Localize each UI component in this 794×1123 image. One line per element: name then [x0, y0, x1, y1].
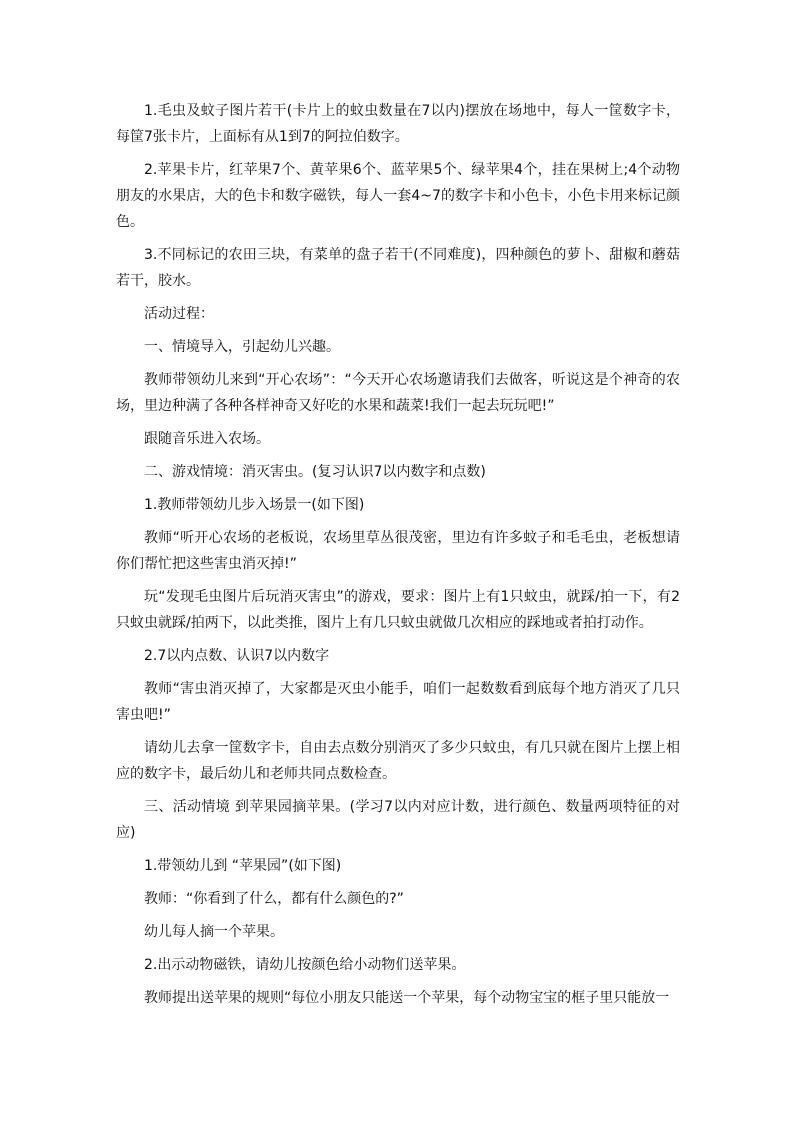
substep-heading: 1.教师带领幼儿步入场景一(如下图) [144, 497, 365, 513]
paragraph: 教师：“你看到了什么，都有什么颜色的?” [144, 891, 404, 907]
step-heading-3: 三、活动情境 到苹果园摘苹果。(学习7以内对应计数，进行颜色、数量两项特征的对应) [116, 799, 680, 841]
substep-heading: 1.带领幼儿到 “苹果园”(如下图) [144, 858, 342, 874]
paragraph: 教师带领幼儿来到“开心农场”：“今天开心农场邀请我们去做客，听说这是个神奇的农场，里边种满了各种各样神奇又好吃的水果和蔬菜!我们一起去玩玩吧!” [116, 372, 680, 414]
document-page [116, 98, 680, 1018]
materials-item-1: 1.毛虫及蚊子图片若干(卡片上的蚊虫数量在7以内)摆放在场地中，每人一筐数字卡，每筐7张卡片，上面标有从1到7的阿拉伯数字。 [116, 103, 680, 145]
step-heading-2: 二、游戏情境：消灭害虫。(复习认识7以内数字和点数) [144, 464, 486, 480]
paragraph: 教师“害虫消灭掉了，大家都是灭虫小能手，咱们一起数数看到底每个地方消灭了几只害虫吧!” [116, 681, 680, 723]
paragraph: 跟随音乐进入农场。 [144, 431, 270, 447]
paragraph: 幼儿每人摘一个苹果。 [144, 924, 284, 940]
paragraph: 教师“听开心农场的老板说，农场里草丛很茂密，里边有许多蚊子和毛毛虫，老板想请你们帮忙把这些害虫消灭掉!” [116, 530, 680, 572]
paragraph: 玩“发现毛虫图片后玩消灭害虫”的游戏，要求：图片上有1只蚊虫，就踩/拍一下，有2只蚊虫就踩/拍两下，以此类推，图片上有几只蚊虫就做几次相应的踩地或者拍打动作。 [116, 589, 680, 631]
paragraph: 请幼儿去拿一筐数字卡，自由去点数分别消灭了多少只蚊虫，有几只就在图片上摆上相应的数字卡，最后幼儿和老师共同点数检查。 [116, 740, 680, 782]
materials-item-3: 3.不同标记的农田三块，有菜单的盘子若干(不同难度)，四种颜色的萝卜、甜椒和蘑菇若干，胶水。 [116, 247, 680, 289]
materials-item-2: 2.苹果卡片，红苹果7个、黄苹果6个、蓝苹果5个、绿苹果4个，挂在果树上;4个动物朋友的水果店，大的色卡和数字磁铁，每人一套4~7的数字卡和小色卡，小色卡用来标记颜色。 [116, 162, 680, 230]
paragraph: 教师提出送苹果的规则“每位小朋友只能送一个苹果，每个动物宝宝的框子里只能放一 [144, 990, 670, 1006]
substep-heading: 2.7以内点数、认识7以内数字 [144, 648, 330, 664]
step-heading-1: 一、情境导入，引起幼儿兴趣。 [144, 339, 340, 355]
substep-heading: 2.出示动物磁铁，请幼儿按颜色给小动物们送苹果。 [144, 957, 466, 973]
section-heading-process: 活动过程： [144, 306, 214, 322]
